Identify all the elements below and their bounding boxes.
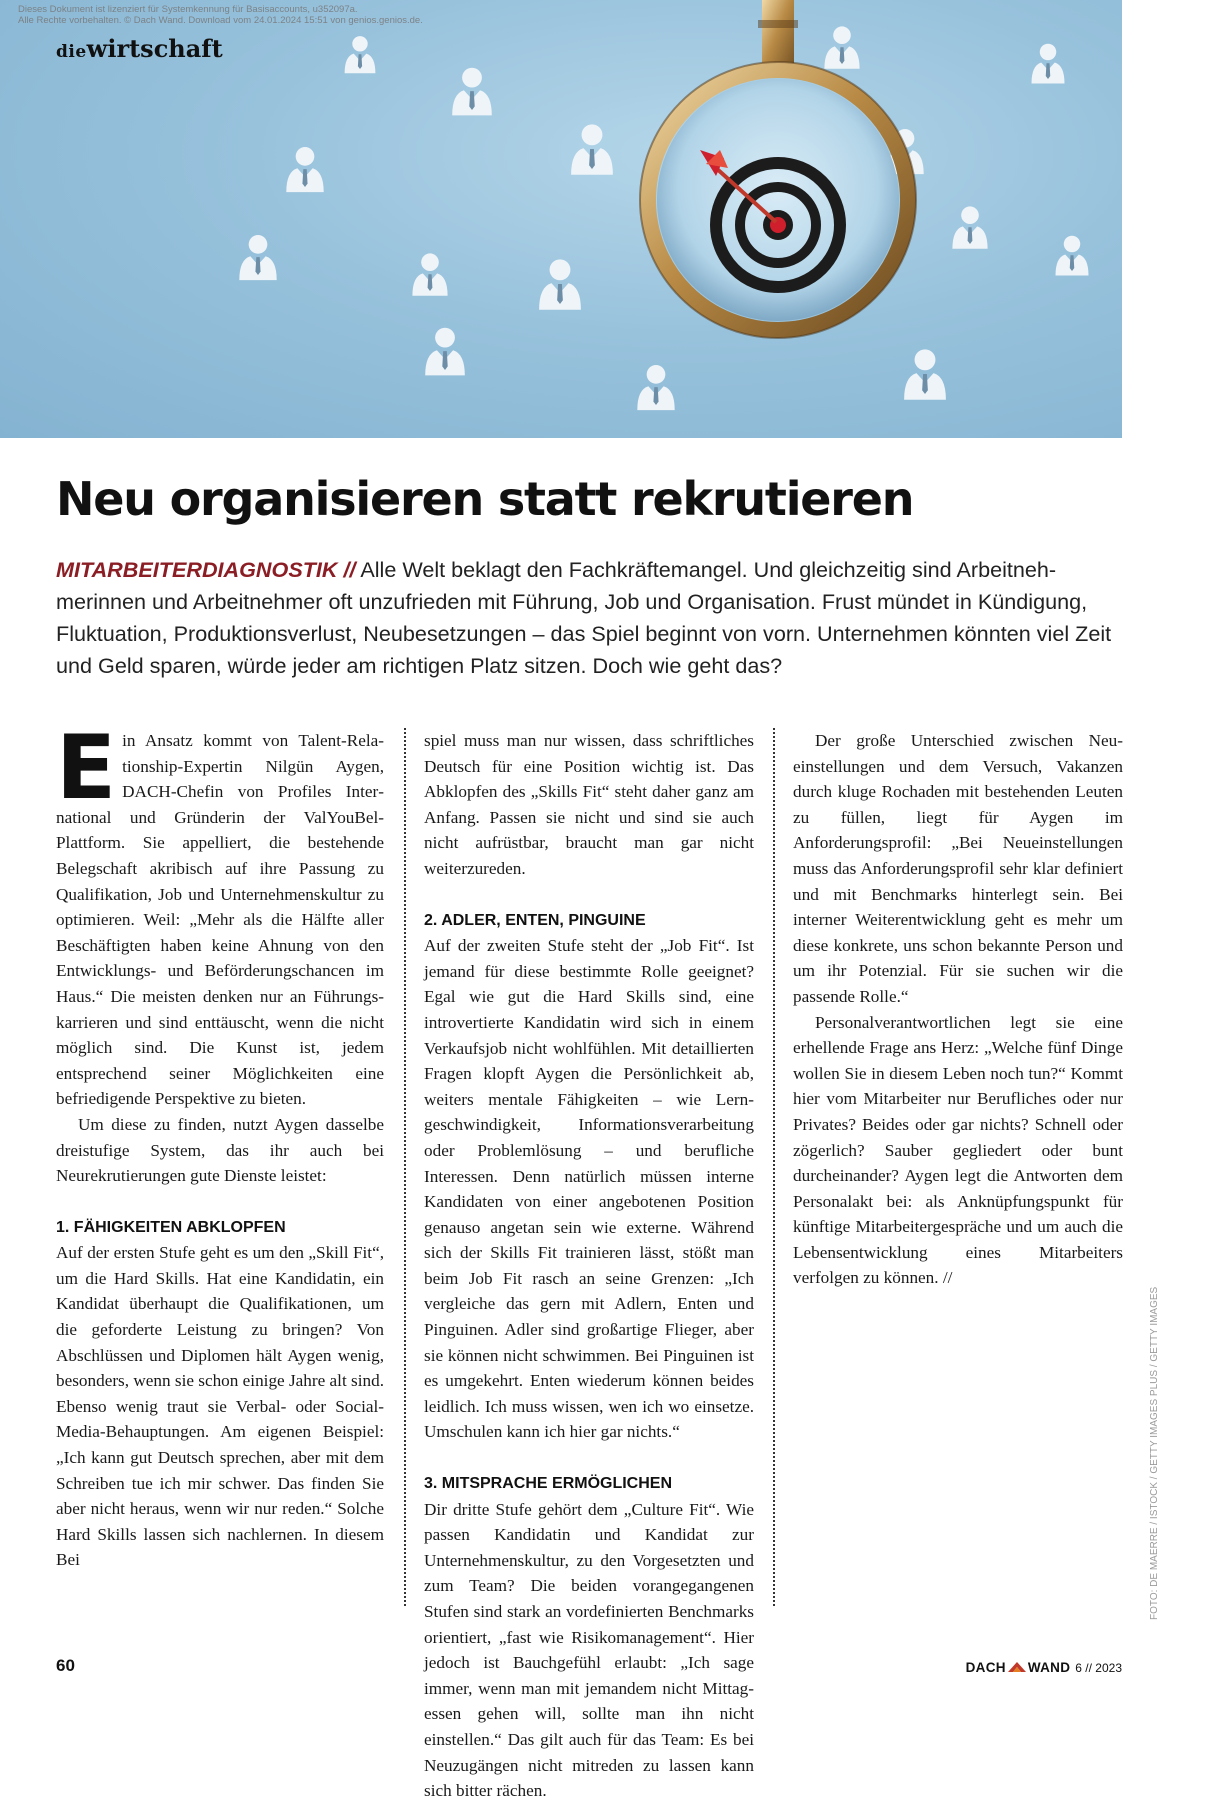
- article-column-3: [793, 728, 1123, 1291]
- watermark-line: Alle Rechte vorbehalten. © Dach Wand. Download vom 24.01.2024 15:51 von genios.genios.de.: [18, 15, 423, 26]
- issue-number: 6 // 2023: [1075, 1660, 1122, 1675]
- page-number: 60: [56, 1656, 75, 1675]
- section-heading: 2. ADLER, ENTEN, PINGUINE: [424, 911, 646, 929]
- hero-image: [0, 0, 1122, 438]
- page-title: Neu organisieren statt rekrutieren: [56, 472, 914, 526]
- article-paragraph: Auf der zweiten Stufe steht der „Job Fit“. Ist jemand für diese bestimmte Rolle geeignet? Egal wie gut die Hard Skills sind, eine introvertierte Kandidatin wird sich in einem Verkaufsjob nicht wohlfühlen. Mit detaillierten Fragen klopft Aygen die Persönlichkeit ab, weiters mentale Fähigkeiten – wie Lerngeschwindigkeit, Informationsverarbeitung oder Problemlösung – und berufliche Interessen. Denn natürlich müssen interne Kandidaten von einer angebotenen Position genauso angetan sein wie externe. Während sich der Skills Fit trainieren lässt, stößt man beim Job Fit rasch an seine Grenzen: „Ich vergleiche das gern mit Adlern, Enten und Pinguinen. Adler sind großartige Flieger, aber sie können nicht schwimmen. Bei Pinguinen ist es umgekehrt. Enten wiederum können beides leidlich. Ich muss wissen, wen ich wo einsetze. Umschulen kann ich hier gar nichts.“: [424, 936, 754, 1442]
- watermark: [18, 4, 423, 26]
- article-paragraph: Auf der ersten Stufe geht es um den „Skill Fit“, um die Hard Skills. Hat eine Kandidatin, ein Kandidat überhaupt die Qualifikationen, um die geforderte Leistung zu bringen? Von Abschlüssen und Diplomen hält Aygen wenig, besonders, wenn sie schon einige Jahre alt sind. Ebenso wenig traut sie Verbal- oder Social-Media-Behauptungen. Am eigenen Beispiel: „Ich kann gut Deutsch sprechen, aber mit dem Schreiben tue ich mir schwer. Das finden Sie aber nicht heraus, wenn wir nur reden.“ Solche Hard Skills lassen sich nachlernen. In diesem Bei: [56, 1243, 384, 1570]
- article-text: in Ansatz kommt von Talent-Relationship-Expertin Nilgün Aygen, DACH-Chefin von Profiles International und Gründerin der ValYouBel-Plattform. Sie appelliert, die bestehende Belegschaft akribisch auf ihre Passung zu Qualifikation, Job und Unternehmenskultur zu optimieren. Weil: „Mehr als die Hälfte aller Beschäftigten haben keine Ahnung von den Entwicklungs- und Beförderungschancen im Haus.“ Die meisten denken nur an Führungskarrieren und sind enttäuscht, wenn die nicht möglich sind. Die Kunst ist, jedem entsprechend seiner Möglichkeiten eine befriedigende Perspektive zu bieten.: [56, 731, 384, 1109]
- hero-illustration: [0, 0, 1122, 438]
- magazine-footer: [966, 1660, 1122, 1675]
- photo-credit-text: FOTO: DE MAERRE / ISTOCK / GETTY IMAGES PLUS / GETTY IMAGES: [1149, 1286, 1160, 1620]
- section-heading: 1. FÄHIGKEITEN ABKLOPFEN: [56, 1218, 286, 1236]
- drop-cap: E: [56, 716, 117, 819]
- photo-credit: [1148, 1286, 1162, 1620]
- article-paragraph: Dir dritte Stufe gehört dem „Culture Fit“. Wie passen Kandidatin und Kandidat zur Unternehmenskultur, zu den Vorgesetzten und zum Team? Die beiden vorangegangenen Stufen sind stark an vordefinierten Benchmarks orientiert, „fast wie Risikomanagement“. Hier jedoch ist Bauchgefühl erlaubt: „Ich sage immer, wenn man mit jemandem nicht Mittagessen gehen will, sollte man ihn nicht einstellen.“ Das gilt auch für das Team: Es bei Neuzugängen nicht mitreden zu lassen kann sich bitter rächen.: [424, 1499, 754, 1801]
- section-heading: 3. MITSPRACHE ERMÖGLICHEN: [424, 1475, 673, 1493]
- article-paragraph: Um diese zu finden, nutzt Aygen dasselbe dreistufige System, das ihr auch bei Neurekrutierungen gute Dienste leistet:: [56, 1114, 384, 1186]
- column-divider: [773, 728, 775, 1606]
- article-column-2: [424, 728, 754, 1804]
- roof-logo-icon: [1008, 1660, 1026, 1675]
- lead-kicker: MITARBEITERDIAGNOSTIK //: [56, 557, 356, 582]
- article-paragraph: Der große Unterschied zwischen Neueinstellungen und dem Versuch, Vakanzen durch kluge Rochaden mit bestehenden Leuten zu füllen, liegt für Aygen im Anforderungsprofil: „Bei Neueinstellungen muss das Anforderungsprofil sehr klar definiert und mit Benchmarks hinterlegt sein. Bei interner Weiterentwicklung geht es mehr um diese konkrete, uns schon bekannte Person und um ihr Potenzial. Für sie suchen wir die passende Rolle.“: [793, 731, 1123, 1006]
- article-column-1: [56, 716, 384, 1573]
- brand-name: wirtschaft: [86, 34, 223, 63]
- magazine-name-right: WAND: [1027, 1660, 1071, 1675]
- lead-text: Alle Welt beklagt den Fachkräftemangel. Und gleichzeitig sind Arbeitnehmerinnen und Arbeitnehmer oft unzufrieden mit Führung, Job und Organisation. Frust mündet in Kündigung, Fluktuation, Produktionsverlust, Neubesetzungen – das Spiel beginnt von vorn. Unternehmen könnten viel Zeit und Geld sparen, würde jeder am richtigen Platz sitzen. Doch wie geht das?: [56, 557, 1112, 678]
- section-brand: [56, 34, 223, 63]
- watermark-line: Dieses Dokument ist lizenziert für Systemkennung für Basisaccounts, u352097a.: [18, 4, 358, 15]
- magazine-name-left: DACH: [965, 1660, 1006, 1675]
- brand-die: die: [56, 42, 87, 62]
- article-paragraph: spiel muss man nur wissen, dass schriftliches Deutsch für eine Position wichtig ist. Das Abklopfen des „Skills Fit“ steht daher ganz am Anfang. Passen sie nicht und sind sie auch nicht aufrüstbar, braucht man gar nicht weiterzureden.: [424, 731, 754, 878]
- article-paragraph: [56, 716, 384, 1112]
- lead-paragraph: [56, 554, 1116, 682]
- article-paragraph: Personalverantwortlichen legt sie eine erhellende Frage ans Herz: „Welche fünf Dinge wollen Sie in diesem Leben noch tun?“ Kommt hier vom Mitarbeiter nur Berufliches oder nur Privates? Beides oder gar nichts? Schnell oder zögerlich? Sauber gegliedert oder bunt durcheinander? Aygen legt die Antworten dem Personalakt bei: als Anknüpfungspunkt für künftige Mitarbeitergespräche und um auch die Lebensentwicklung eines Mitarbeiters verfolgen zu können. //: [793, 1012, 1123, 1288]
- column-divider: [404, 728, 406, 1606]
